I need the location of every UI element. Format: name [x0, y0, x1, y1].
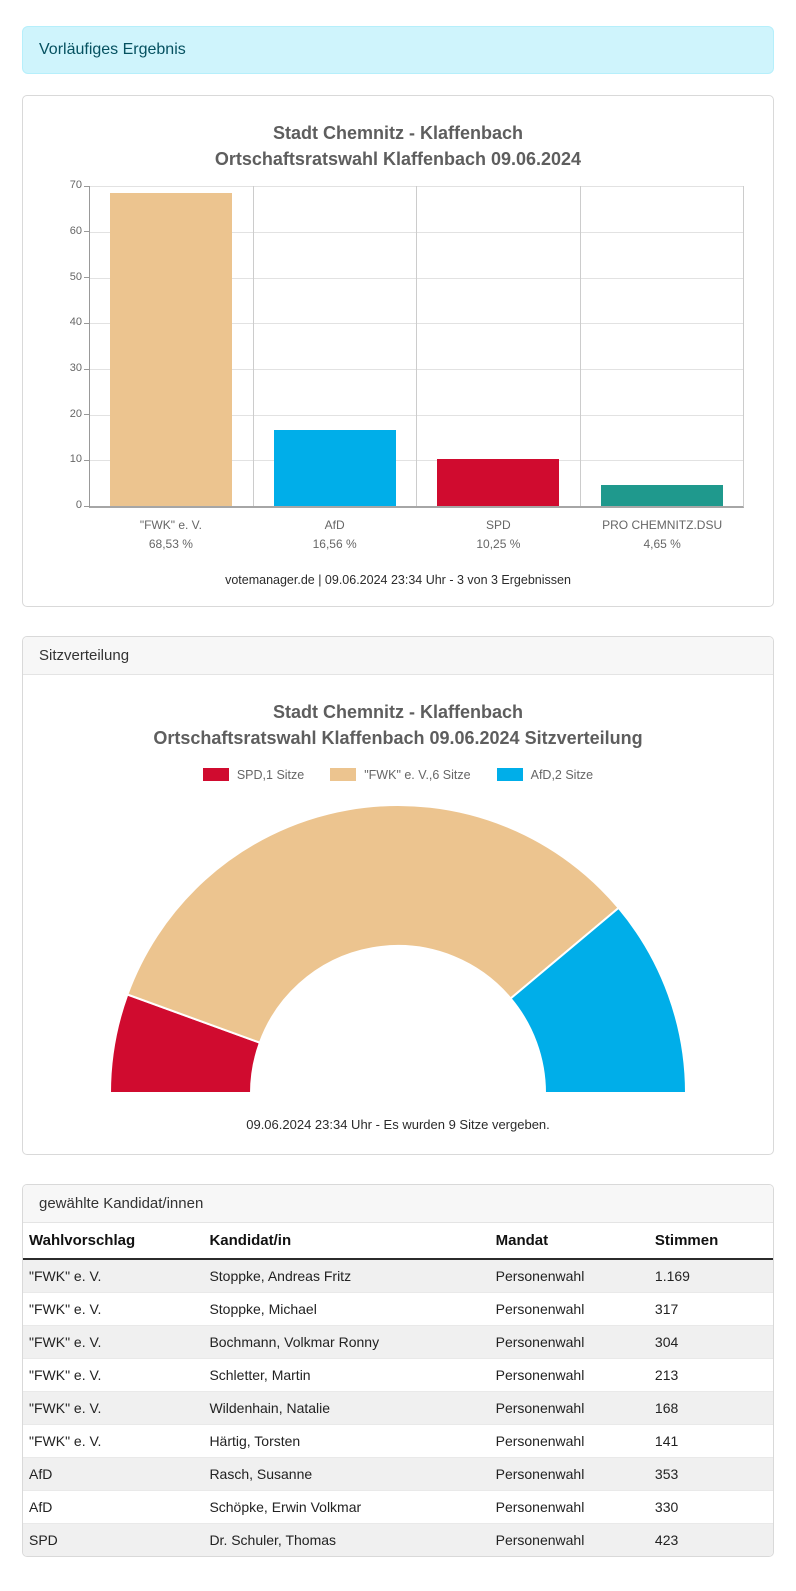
cell-wahlvorschlag: "FWK" e. V.	[23, 1325, 203, 1358]
category-name: AfD	[324, 518, 345, 533]
bar-column-0	[90, 186, 253, 506]
category-name: PRO CHEMNITZ.DSU	[602, 518, 723, 533]
cell-wahlvorschlag: AfD	[23, 1457, 203, 1490]
column-header-stimmen: Stimmen	[649, 1223, 773, 1259]
y-tick-label-30: 30	[69, 362, 82, 375]
bar-chart-plot-area	[69, 179, 744, 512]
column-header-wahlvorschlag: Wahlvorschlag	[23, 1223, 203, 1259]
bar-columns	[90, 186, 743, 506]
y-tick-label-70: 70	[69, 179, 82, 192]
seat-chart-legend	[23, 768, 773, 782]
cell-kandidat: Schletter, Martin	[203, 1358, 489, 1391]
cell-wahlvorschlag: AfD	[23, 1490, 203, 1523]
legend-swatch	[203, 768, 229, 781]
y-tick-label-50: 50	[69, 270, 82, 283]
results-chart-footer: votemanager.de | 09.06.2024 23:34 Uhr - 3 von 3 Ergebnissen	[225, 573, 571, 588]
cell-kandidat: Wildenhain, Natalie	[203, 1391, 489, 1424]
cell-stimmen: 141	[649, 1424, 773, 1457]
cell-kandidat: Härtig, Torsten	[203, 1424, 489, 1457]
table-row	[23, 1325, 773, 1358]
cell-mandat: Personenwahl	[490, 1259, 649, 1293]
preliminary-result-alert	[22, 26, 774, 74]
cell-mandat: Personenwahl	[490, 1358, 649, 1391]
cell-wahlvorschlag: "FWK" e. V.	[23, 1424, 203, 1457]
table-row	[23, 1424, 773, 1457]
cell-mandat: Personenwahl	[490, 1457, 649, 1490]
table-head	[23, 1223, 773, 1259]
bottom-spacer	[22, 1557, 774, 1591]
results-chart-body	[23, 96, 773, 606]
seat-donut-chart	[23, 798, 773, 1103]
cell-mandat: Personenwahl	[495, 1531, 585, 1548]
category-percentage: 4,65 %	[643, 536, 681, 551]
cell-stimmen: 330	[649, 1490, 773, 1523]
bar	[274, 430, 396, 506]
bar-column-3	[580, 186, 744, 506]
category-percentage: 10,25 %	[476, 536, 521, 551]
x-axis-label-3	[580, 516, 744, 553]
cell-kandidat: Rasch, Susanne	[203, 1457, 489, 1490]
legend-item-1	[330, 768, 470, 782]
y-tick-label-10: 10	[69, 453, 82, 466]
table-row	[23, 1259, 773, 1293]
cell-wahlvorschlag: SPD	[29, 1531, 58, 1548]
legend-label: AfD,2 Sitze	[530, 767, 594, 782]
elected-candidates-panel	[22, 1184, 774, 1557]
cell-wahlvorschlag: "FWK" e. V.	[23, 1292, 203, 1325]
y-tick-label-60: 60	[69, 224, 82, 237]
bar	[110, 193, 232, 506]
seat-chart-title-line1: Stadt Chemnitz - Klaffenbach	[272, 702, 523, 723]
results-chart-title-line1: Stadt Chemnitz - Klaffenbach	[272, 123, 523, 143]
seat-distribution-panel	[22, 636, 774, 1154]
bar-chart-x-axis-labels	[89, 516, 744, 553]
bar	[437, 459, 559, 506]
cell-stimmen: 168	[649, 1391, 773, 1424]
table-header-row	[23, 1223, 773, 1259]
bar-column-1	[253, 186, 417, 506]
x-axis-label-2	[417, 516, 581, 553]
cell-mandat: Personenwahl	[490, 1424, 649, 1457]
elected-candidates-header: gewählte Kandidat/innen	[23, 1185, 773, 1223]
x-axis-label-1	[253, 516, 417, 553]
results-chart-panel	[22, 95, 774, 607]
cell-kandidat: Stoppke, Michael	[203, 1292, 489, 1325]
cell-stimmen: 317	[649, 1292, 773, 1325]
category-percentage: 16,56 %	[312, 536, 357, 551]
cell-stimmen: 1.169	[649, 1259, 773, 1293]
cell-kandidat: Dr. Schuler, Thomas	[209, 1531, 337, 1548]
seat-chart-title	[23, 699, 773, 751]
cell-stimmen: 353	[649, 1457, 773, 1490]
table-row	[23, 1490, 773, 1523]
legend-swatch	[330, 768, 356, 781]
x-axis-label-0	[89, 516, 253, 553]
category-percentage: 68,53 %	[148, 536, 193, 551]
half-donut-svg	[96, 798, 700, 1098]
column-header-kandidat: Kandidat/in	[203, 1223, 489, 1259]
table-row	[23, 1523, 773, 1556]
cell-stimmen: 423	[654, 1531, 679, 1548]
cell-wahlvorschlag: "FWK" e. V.	[23, 1358, 203, 1391]
y-tick-label-20: 20	[69, 407, 82, 420]
legend-item-0	[203, 768, 304, 782]
seat-distribution-body	[23, 675, 773, 1153]
cell-mandat: Personenwahl	[490, 1490, 649, 1523]
legend-item-2	[497, 768, 594, 782]
table-row	[23, 1358, 773, 1391]
table-row	[23, 1391, 773, 1424]
cell-stimmen: 213	[649, 1358, 773, 1391]
y-tick-label-0: 0	[75, 499, 82, 512]
cell-stimmen: 304	[649, 1325, 773, 1358]
seat-chart-footer: 09.06.2024 23:34 Uhr - Es wurden 9 Sitze vergeben.	[246, 1116, 550, 1132]
bar-chart	[69, 179, 744, 512]
results-chart-title-line2: Ortschaftsratswahl Klaffenbach 09.06.2024	[214, 149, 582, 170]
seat-distribution-header: Sitzverteilung	[23, 637, 773, 675]
table-body	[23, 1259, 773, 1556]
elected-candidates-table	[23, 1223, 773, 1556]
bar	[601, 485, 723, 506]
legend-swatch	[497, 768, 523, 781]
bar-column-2	[416, 186, 580, 506]
cell-kandidat: Schöpke, Erwin Volkmar	[203, 1490, 489, 1523]
category-name: SPD	[486, 518, 511, 533]
cell-mandat: Personenwahl	[490, 1325, 649, 1358]
legend-label: "FWK" e. V.,6 Sitze	[364, 767, 471, 782]
cell-wahlvorschlag: "FWK" e. V.	[23, 1391, 203, 1424]
cell-kandidat: Bochmann, Volkmar Ronny	[203, 1325, 489, 1358]
cell-mandat: Personenwahl	[490, 1391, 649, 1424]
table-row	[23, 1292, 773, 1325]
legend-label: SPD,1 Sitze	[236, 767, 305, 782]
cell-wahlvorschlag: "FWK" e. V.	[23, 1259, 203, 1293]
cell-kandidat: Stoppke, Andreas Fritz	[203, 1259, 489, 1293]
category-name: "FWK" e. V.	[139, 518, 202, 533]
column-header-mandat: Mandat	[490, 1223, 649, 1259]
alert-text: Vorläufiges Ergebnis	[39, 41, 186, 58]
results-chart-title	[23, 120, 773, 172]
cell-mandat: Personenwahl	[490, 1292, 649, 1325]
seat-chart-title-line2: Ortschaftsratswahl Klaffenbach 09.06.2024 Sitzverteilung	[153, 728, 643, 749]
y-tick-label-40: 40	[69, 316, 82, 329]
table-row	[23, 1457, 773, 1490]
